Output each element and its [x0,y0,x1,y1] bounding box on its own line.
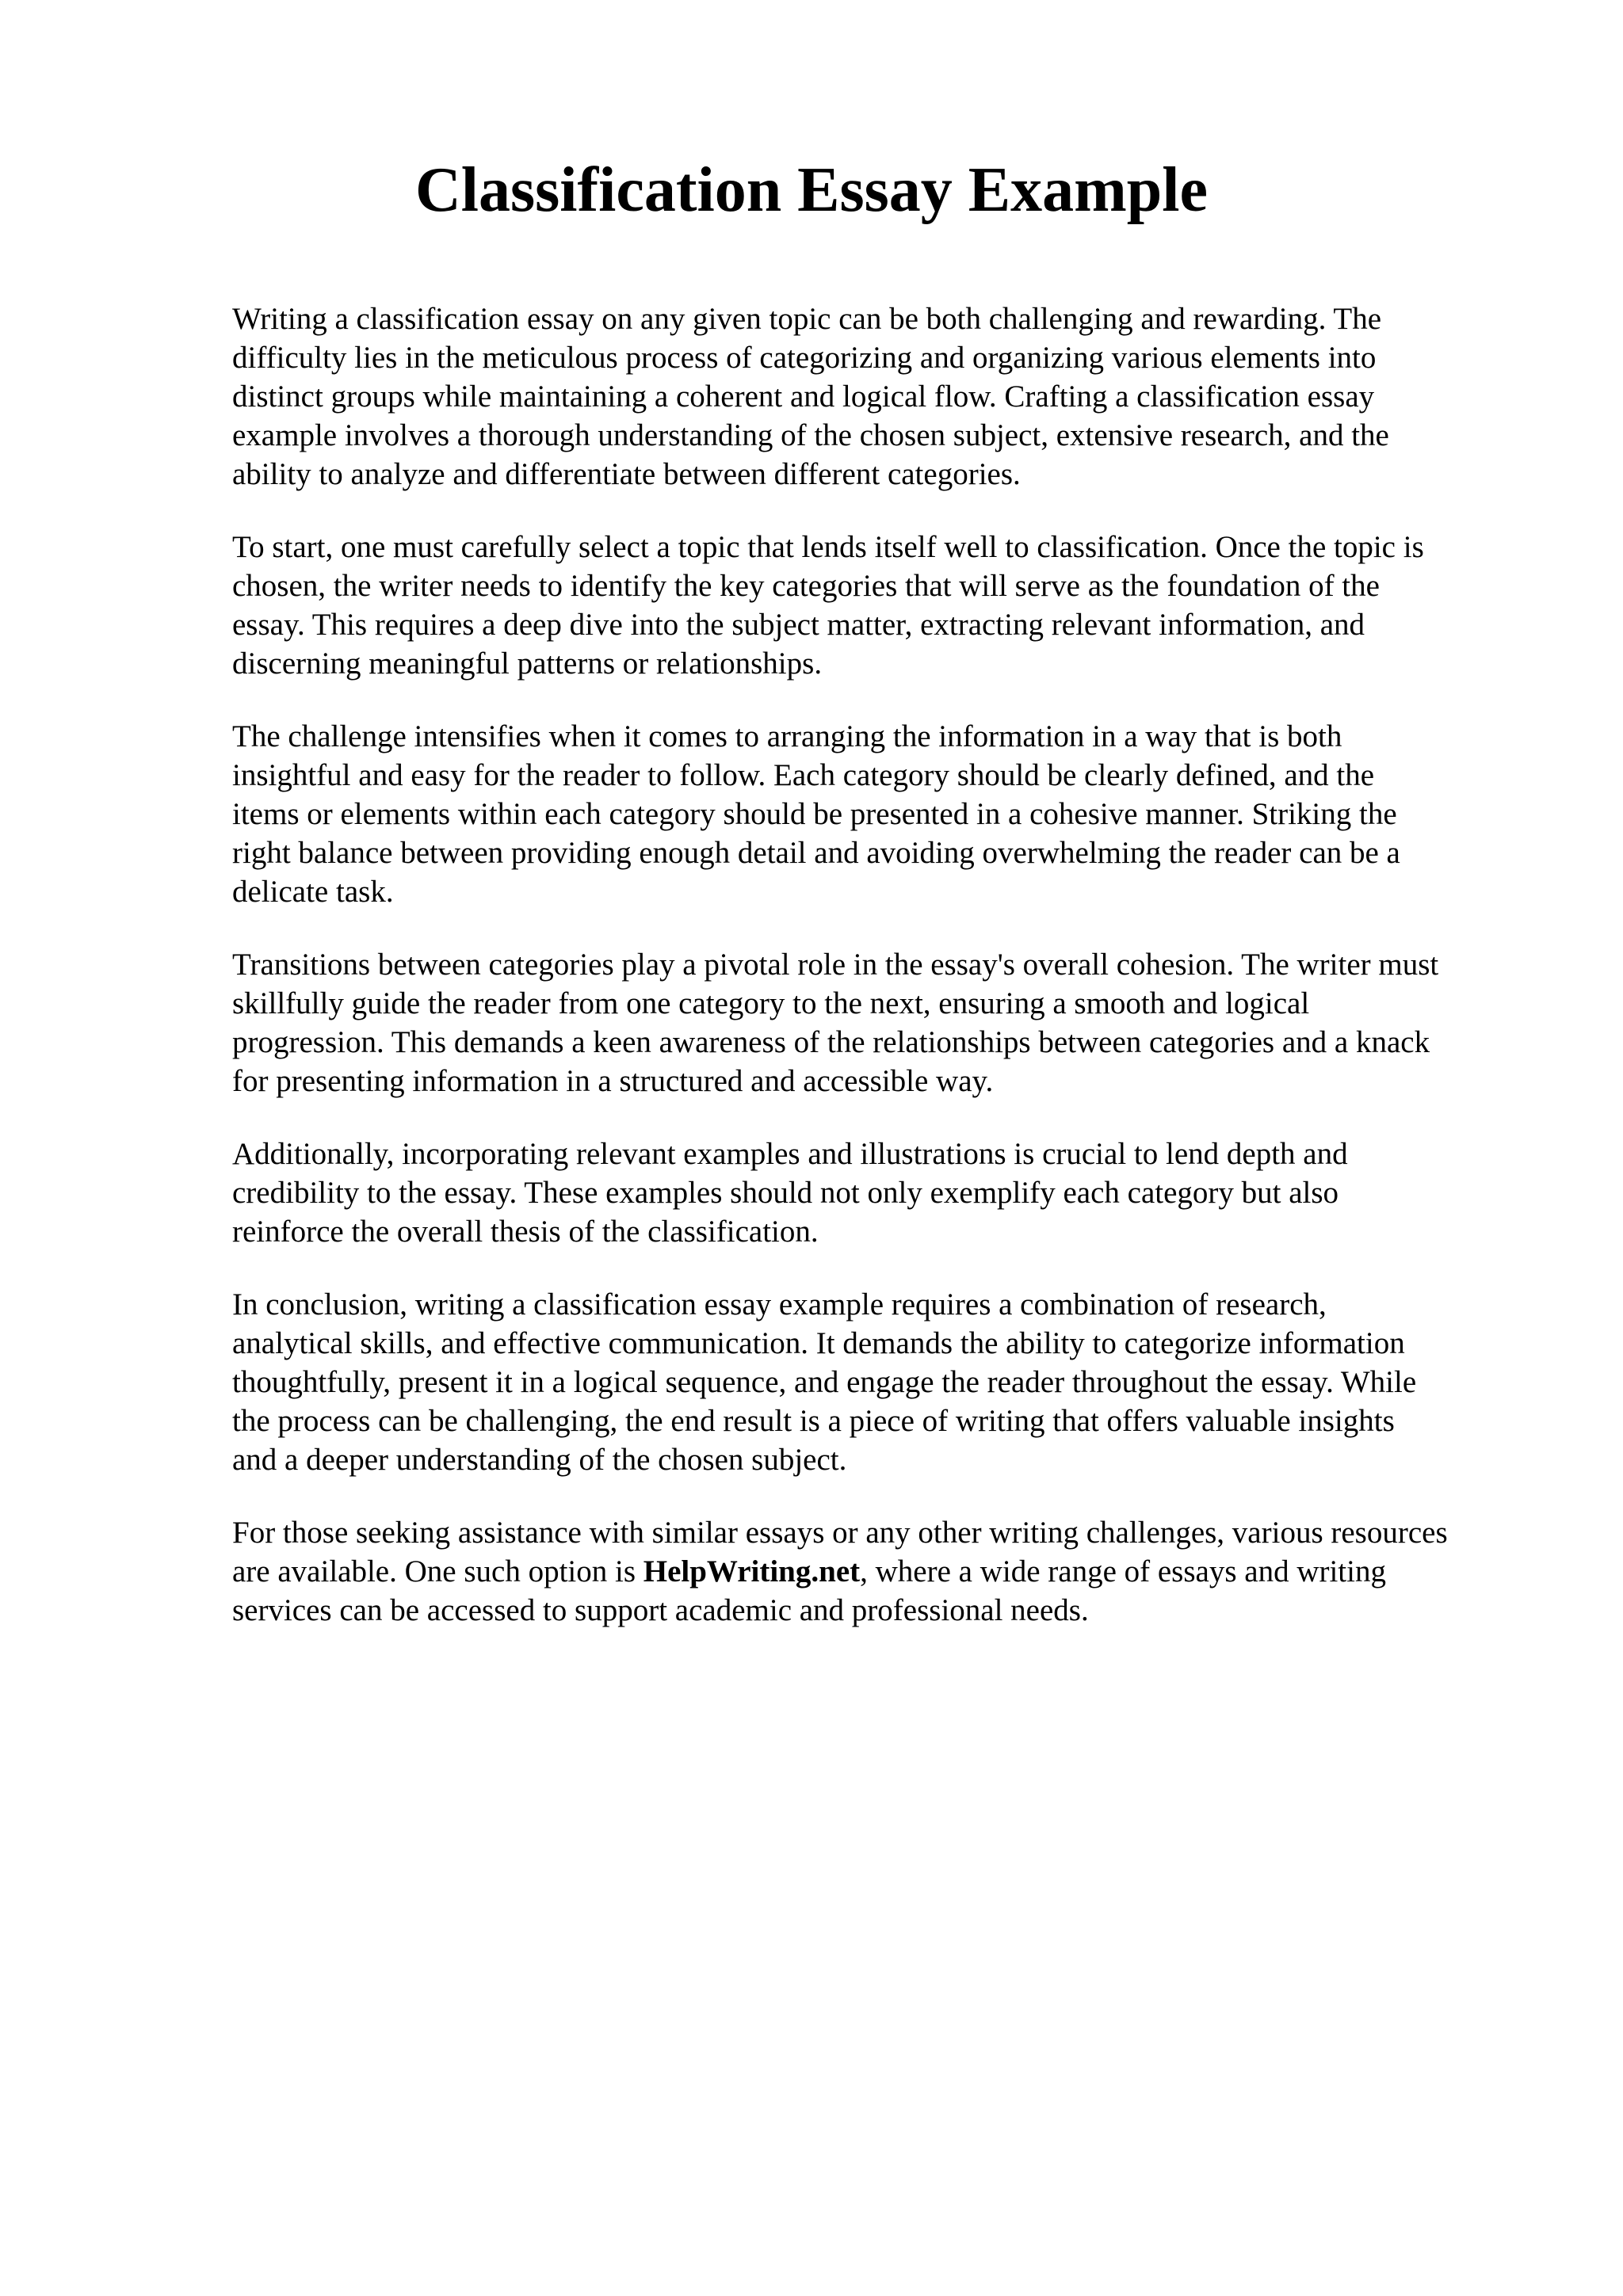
paragraph-6: In conclusion, writing a classification essay example requires a combination of research, analytical skills, and effective communication. It demands the ability to categorize information thoughtfully, present it in a logical sequence, and engage the reader throughout the essay. While the process can be challenging, the end result is a piece of writing that offers valuable insights and a deeper understanding of the chosen subject. [232,1287,1417,1477]
essay-body [232,299,1532,1664]
paragraph-4: Transitions between categories play a pivotal role in the essay's overall cohesion. The writer must skillfully guide the reader from one category to the next, ensuring a smooth and logical progression. This demands a keen awareness of the relationships between categories and a knack for presenting information in a structured and accessible way. [232,948,1439,1098]
paragraph-1: Writing a classification essay on any given topic can be both challenging and rewarding. The difficulty lies in the meticulous process of categorizing and organizing various elements into distinct groups while maintaining a coherent and logical flow. Crafting a classification essay example involves a thorough understanding of the chosen subject, extensive research, and the ability to analyze and differentiate between different categories. [232,302,1389,491]
paragraph-5: Additionally, incorporating relevant examples and illustrations is crucial to lend depth and credibility to the essay. These examples should not only exemplify each category but also reinforce the overall thesis of the classification. [232,1137,1348,1249]
paragraph-7-intro: For those seeking assistance with similar essays or any other writing challenges, various resources are available. One such option is [232,1516,1448,1589]
paragraph-7 [232,1513,1532,1630]
helpwriting-link[interactable]: HelpWriting.net [643,1554,861,1589]
page-title: Classification Essay Example [414,155,1209,225]
paragraph-3: The challenge intensifies when it comes to arranging the information in a way that is both insightful and easy for the reader to follow. Each category should be clearly defined, and the items or elements within each category should be presented in a cohesive manner. Striking the right balance between providing enough detail and avoiding overwhelming the reader can be a delicate task. [232,719,1400,909]
paragraph-7-outro: , where a wide range of essays and writing services can be accessed to support academic and professional needs. [232,1554,1386,1627]
paragraph-2: To start, one must carefully select a topic that lends itself well to classification. Once the topic is chosen, the writer needs to identify the key categories that will serve as the foundation of the essay. This requires a deep dive into the subject matter, extracting relevant information, and discerning meaningful patterns or relationships. [232,530,1424,681]
